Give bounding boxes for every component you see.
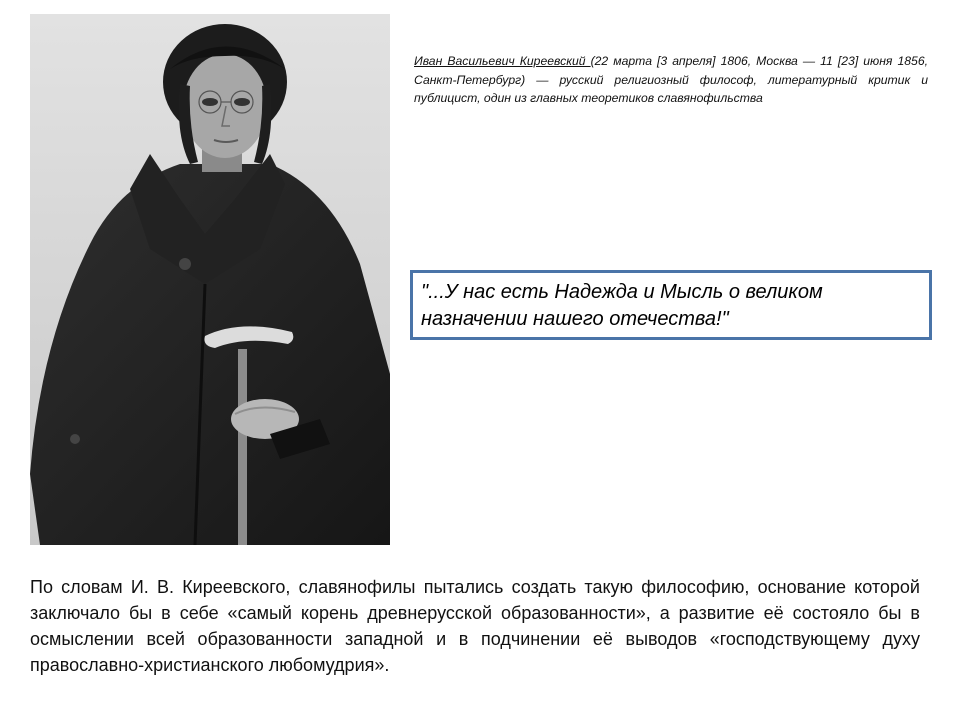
body-paragraph: По словам И. В. Киреевского, славянофилы пытались создать такую философию, основание которой заключало бы в себе «самый корень древнерусской образованности», а развитие её состояло бы в осмыслении всей образованности западной и в подчинении её выводов «господствующему духу православно-христианского любомудрия». <box>30 577 920 675</box>
caption-text: (22 марта [3 апреля] 1806, Москва — 11 [23] июня 1856, Санкт-Петербург) — русский религиозный философ, литературный критик и публицист, один из главных теоретиков славянофильства <box>414 54 928 106</box>
name-link[interactable]: Иван Васильевич Киреевский <box>414 54 591 68</box>
portrait-photo <box>30 14 390 545</box>
quote-box <box>410 270 932 340</box>
portrait-illustration <box>30 14 390 545</box>
quote-text: "...У нас есть Надежда и Мысль о великом назначении нашего отечества!" <box>421 281 823 330</box>
portrait-caption <box>414 52 928 108</box>
